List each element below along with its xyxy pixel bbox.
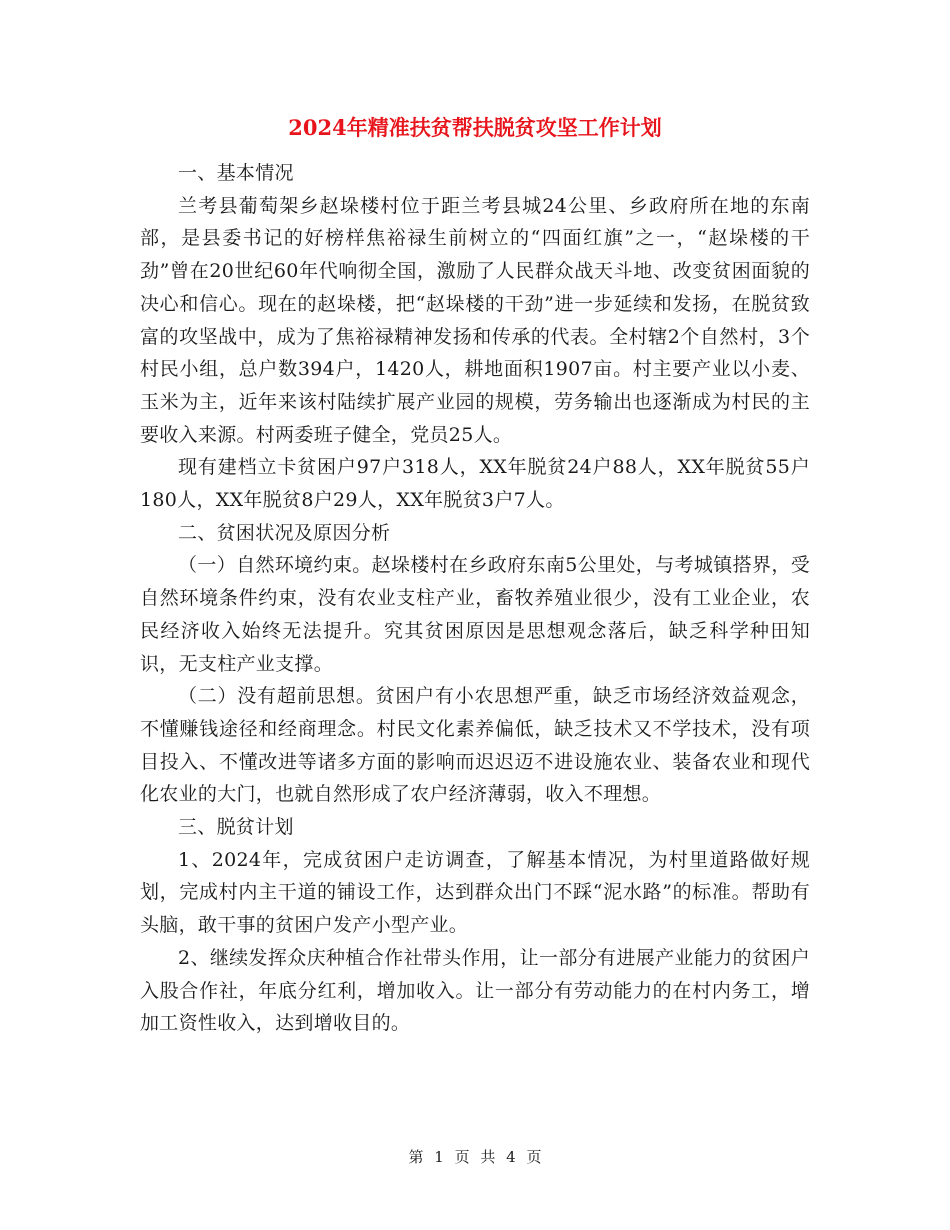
section-heading-poverty-analysis: 二、贫困状况及原因分析 bbox=[178, 521, 391, 544]
paragraph-no-forward-thinking: （二）没有超前思想。贫困户有小农思想严重，缺乏市场经济效益观念，不懂赚钱途径和经商理念。村民文化素养偏低，缺乏技术又不学技术，没有项目投入、不懂改进等诸多方面的影响而迟迟迈不进设施农业、装备农业和现代化农业的大门，也就自然形成了农户经济薄弱，收入不理想。 bbox=[140, 685, 810, 806]
page-footer: 第 1 页 共 4 页 bbox=[408, 1148, 542, 1166]
paragraph-plan-item-1: 1、2024年，完成贫困户走访调查，了解基本情况，为村里道路做好规划，完成村内主干道的铺设工作，达到群众出门不踩“泥水路”的标准。帮助有头脑，敢干事的贫困户发产小型产业。 bbox=[140, 848, 810, 937]
paragraph-poor-households: 现有建档立卡贫困户97户318人，XX年脱贫24户88人，XX年脱贫55户180人，XX年脱贫8户29人，XX年脱贫3户7人。 bbox=[140, 456, 810, 512]
section-heading-basic-info: 一、基本情况 bbox=[178, 162, 294, 184]
document-body bbox=[140, 157, 810, 1040]
paragraph-village-overview: 兰考县葡萄架乡赵垛楼村位于距兰考县城24公里、乡政府所在地的东南部，是县委书记的好榜样焦裕禄生前树立的“四面红旗”之一，“赵垛楼的干劲”曾在20世纪60年代响彻全国，激励了人民群众战天斗地、改变贫困面貌的决心和信心。现在的赵垛楼，把“赵垛楼的干劲”进一步延续和发扬，在脱贫致富的攻坚战中，成为了焦裕禄精神发扬和传承的代表。全村辖2个自然村，3个村民小组，总户数394户，1420人，耕地面积1907亩。村主要产业以小麦、玉米为主，近年来该村陆续扩展产业园的规模，劳务输出也逐渐成为村民的主要收入来源。村两委班子健全，党员25人。 bbox=[140, 194, 810, 446]
section-heading-plan: 三、脱贫计划 bbox=[178, 816, 294, 839]
paragraph-plan-item-2: 2、继续发挥众庆种植合作社带头作用，让一部分有进展产业能力的贫困户入股合作社，年底分红利，增加收入。让一部分有劳动能力的在村内务工，增加工资性收入，达到增收目的。 bbox=[140, 946, 810, 1035]
document-title: 2024年精准扶贫帮扶脱贫攻坚工作计划 bbox=[288, 115, 662, 140]
paragraph-natural-environment: （一）自然环境约束。赵垛楼村在乡政府东南5公里处，与考城镇搭界，受自然环境条件约束，没有农业支柱产业，畜牧养殖业很少，没有工业企业，农民经济收入始终无法提升。究其贫困原因是思想观念落后，缺乏科学种田知识，无支柱产业支撑。 bbox=[140, 554, 810, 675]
